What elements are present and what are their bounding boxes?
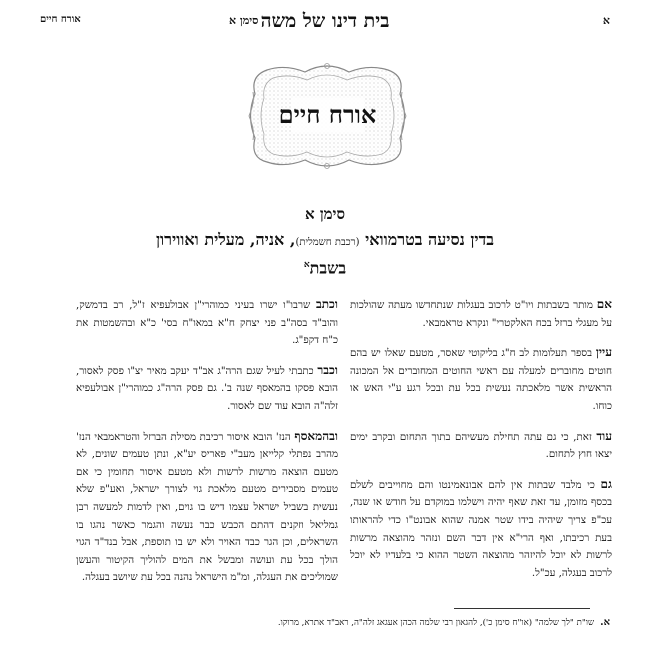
header-section: אורח חיים bbox=[40, 14, 81, 25]
ornamental-plaque bbox=[245, 62, 410, 170]
book-title: בית דינו של משה bbox=[260, 10, 390, 32]
header-siman: סימן א bbox=[229, 14, 259, 27]
topic-part-2: , אניה, מעלית ואווירון bbox=[155, 230, 296, 249]
paragraph bbox=[76, 362, 338, 416]
page-letter: א bbox=[602, 14, 610, 27]
footnote-mark: א. bbox=[600, 617, 610, 628]
paragraph bbox=[350, 428, 612, 464]
lead-word: וכתב bbox=[315, 297, 338, 311]
lead-word: ובהמאסף bbox=[294, 428, 338, 443]
lead-word: עוד bbox=[596, 428, 612, 443]
footnote-divider bbox=[454, 608, 590, 609]
running-header bbox=[40, 10, 610, 36]
lead-word: עיין bbox=[595, 345, 612, 360]
paragraph bbox=[350, 344, 612, 415]
paragraph-text: הנז' הובא איסור רכיבת מסילת הברזל והטראמבאי הנז' מהרב נפתלי קלייאן מעב"י פאריס יע"א, ונתן טעמים שונים, לא מטעם הוצאה מרשות לרשות ולא מטעם איסור תחומין כי אם טעמים מסבירים מטעם מלאכת גוי לצורך ישראל, ואע"פ שלא נעשית בשביל ישראל עצמו דיש בו גוים, ואין לדמות למעשה רבן גמליאל וזקנים דהתם הכבש כבר נעשה והגמר כאשר נהגו בו השראלים, וכן הגר כבד האויר ולא יש בו תוספת, אבל בנד"ד הגוי הולך בכל עת ועושה ומבשל את המים להוליך הקיטור והעשן שמוליכים את העגלה, ומ"מ הישראל נהנה בכל עת שיושב בעגלה. bbox=[76, 431, 338, 584]
topic-line-2: בשבת bbox=[309, 258, 347, 278]
plaque-title: אורח חיים bbox=[278, 100, 377, 129]
footnote-text: שו"ת "לך שלמה" (או"ח סימן כ'), להגאון רבי שלמה הכהן אעגאג זלה"ה, ראב"ד אתרא, מרוקו. bbox=[277, 618, 595, 628]
paragraph-text: מותר בשבתות ויו"ט לרכוב בעגלות שנתחדשו מעתה שהולכות על מעגלי ברזל בכח האלקטרי" ונקרא טראמבאי. bbox=[350, 300, 612, 329]
paragraph-text: כי מלבד שבתות אין להם אבונאמינטו והם מחוייבים לשלם בכסף מזומן, עד זאת שאף יהיה וישלמו במוקדם על חודש או שנה, עכ"פ צריך שיהיה בידו שטר אמנה שהוא אבונט"ו כדי להראותו בעת רכיבתו, ואף הרי"א אין דבר השם ונזהר מהוצאה מרשות לרשות לא יוכל להיזהר מהוצאה השטר ההוא כי בלעדיו לא יוכל לרכוב בעגלה, עכ"ל. bbox=[350, 479, 612, 579]
paragraph bbox=[350, 476, 612, 583]
paragraph bbox=[76, 296, 338, 350]
lead-word: גם bbox=[600, 476, 612, 491]
siman-heading: סימן א bbox=[304, 205, 346, 223]
topic-part-1: בדין נסיעה בטרמוואי bbox=[365, 230, 495, 249]
left-column bbox=[76, 296, 338, 599]
paragraph-text: בספר תעלומות לב ח"ג בליקוטי שאסר, מטעם שאלו יש בהם חוטים מחוברים למעלה עם ראשי החוטים המחוברים אל המכונה הראשית אשר מלאכתה נעשית בכל עת ובכל רגע ע"י האש או כוחו. bbox=[350, 348, 612, 412]
paragraph-text: שרבו"ו ישרו בעיני כמוהרי"ן אבולעפיא ז"ל, רב בדמשק, והוב"ד בסה"ב פני יצחק ח"א במאו"ח בסי' כ"א ובהשמטות את כ"ח דקפ"ג. bbox=[76, 300, 338, 347]
paragraph bbox=[76, 428, 338, 587]
paragraph bbox=[350, 296, 612, 332]
right-column bbox=[350, 296, 612, 594]
footnote-ref: א bbox=[303, 260, 310, 270]
lead-word: וכבר bbox=[317, 362, 338, 377]
paragraph-text: כתבתי לעיל שגם הרה"ג אב"ד יעקב מאיר יצ"ו פסק לאסור, הובא פסקו בהמאסף שנה ב'. גם פסק הרה"ג כמוהרי"ן אבולעפיא זלה"ה הובא עוד שם לאסור. bbox=[76, 365, 338, 412]
topic-note: (רכבת חשמלית) bbox=[295, 237, 360, 248]
topic-heading bbox=[90, 229, 560, 279]
footnote bbox=[150, 617, 610, 628]
paragraph-text: זאת, כי גם עתה תחילת מעשיהם בתוך התחום ובקרב ימים יצאו חוץ לתחום. bbox=[350, 431, 612, 461]
lead-word: אם bbox=[596, 297, 612, 311]
